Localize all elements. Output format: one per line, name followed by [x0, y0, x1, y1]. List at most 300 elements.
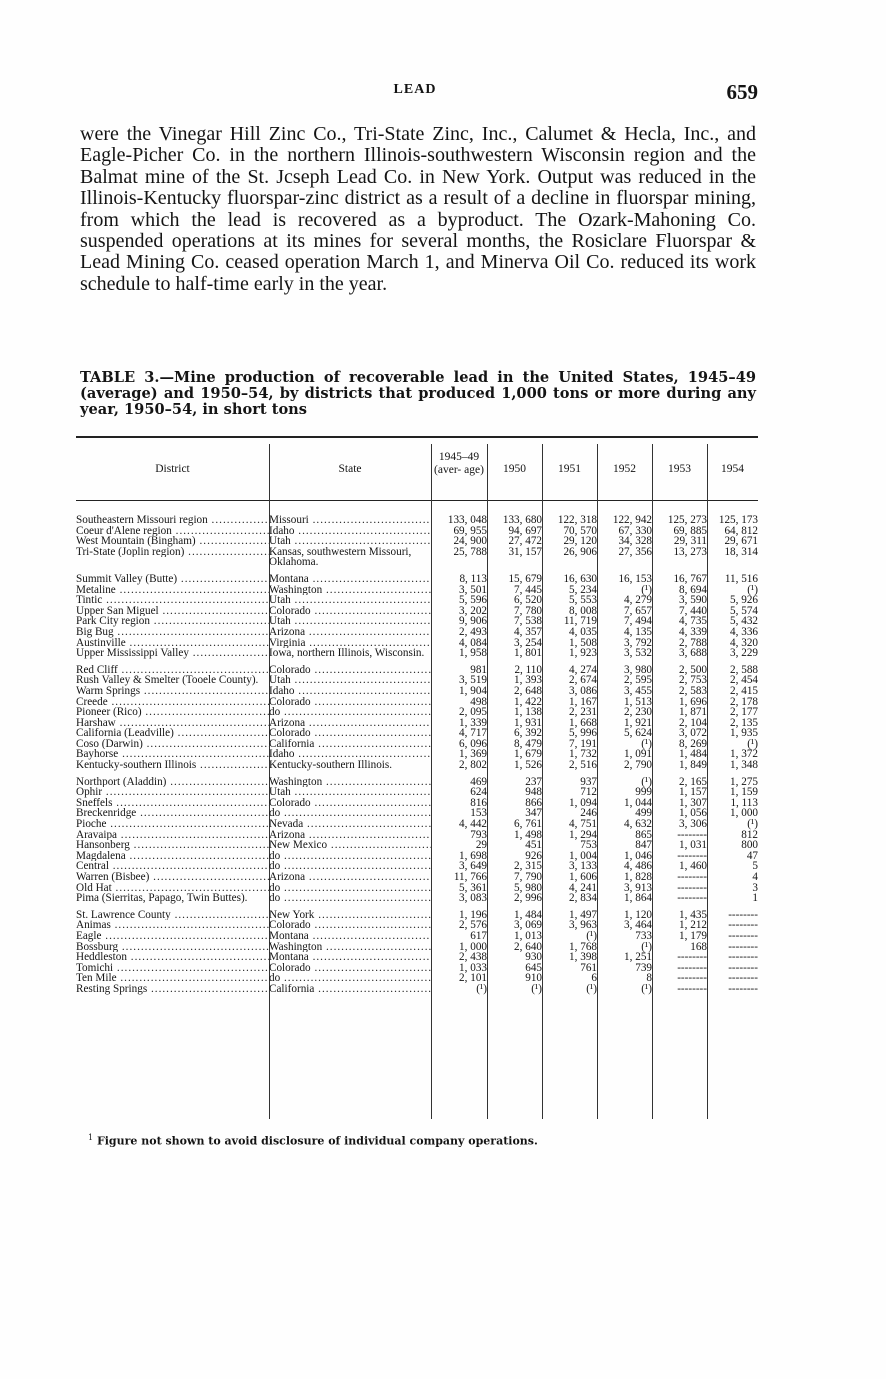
production-value: 2, 674	[569, 674, 597, 687]
production-value: (¹)	[641, 737, 652, 750]
production-value: 2, 104	[679, 716, 707, 729]
district-cell	[76, 515, 269, 526]
state-cell	[269, 659, 431, 676]
production-value: 4, 442	[459, 818, 487, 831]
table-row	[76, 840, 758, 851]
value-cell	[597, 659, 652, 676]
value-cell	[597, 760, 652, 771]
footnote-mark: 1	[88, 1133, 94, 1142]
district-name: West Mountain (Bingham) .....	[76, 536, 269, 547]
production-value: (¹)	[641, 982, 652, 995]
state-cell	[269, 675, 431, 686]
production-value: 11, 766	[453, 871, 487, 883]
value-cell	[597, 984, 652, 995]
value-cell	[431, 568, 487, 585]
production-value: 1, 000	[459, 940, 487, 953]
production-value: 2, 500	[679, 663, 707, 676]
district-cell	[76, 536, 269, 547]
production-value: 11, 719	[563, 615, 597, 628]
production-value: 4, 339	[679, 625, 707, 638]
production-value: 4, 336	[730, 625, 758, 638]
state-name: Utah .....	[269, 787, 431, 798]
production-value: 1, 698	[459, 849, 487, 862]
table-row	[76, 963, 758, 974]
production-value: 5, 596	[459, 594, 487, 607]
production-value: 5, 234	[569, 583, 597, 596]
value-cell	[597, 648, 652, 659]
production-value: --------	[728, 919, 758, 932]
production-value: 70, 570	[563, 524, 597, 537]
production-value: --------	[677, 892, 707, 905]
value-cell	[542, 568, 597, 585]
district-cell	[76, 659, 269, 676]
production-value: 7, 657	[624, 604, 652, 617]
production-value: 25, 788	[453, 545, 487, 558]
state-cell	[269, 984, 431, 995]
state-cell	[269, 707, 431, 718]
district-name: Park City region .....	[76, 616, 269, 627]
production-value: 1, 369	[459, 748, 487, 761]
district-cell	[76, 728, 269, 739]
production-value: 1, 033	[459, 961, 487, 974]
district-name: Magdalena .....	[76, 851, 269, 862]
district-name: Sneffels .....	[76, 798, 269, 809]
production-value: 1, 931	[514, 716, 542, 729]
table-caption: TABLE 3.—Mine production of recoverable lead in the United States, 1945–49 (average) and 1950–54, by districts that produced 1,000 tons or more during any year, 1950–54, in short tons	[80, 369, 756, 418]
table-top-rule	[76, 436, 758, 438]
value-cell	[431, 771, 487, 788]
state-cell	[269, 819, 431, 830]
production-value: 67, 330	[618, 524, 652, 537]
production-value: 69, 955	[453, 524, 487, 537]
state-name: Virginia .....	[269, 638, 431, 649]
table-row	[76, 861, 758, 872]
production-value: 4, 241	[569, 881, 597, 894]
state-name: do .....	[269, 973, 431, 984]
district-cell	[76, 547, 269, 568]
production-value: 1, 196	[459, 908, 487, 921]
production-value: 34, 328	[618, 535, 652, 548]
state-name: do .....	[269, 861, 431, 872]
production-value: 451	[525, 839, 542, 852]
state-cell	[269, 718, 431, 729]
state-cell	[269, 686, 431, 697]
production-value: --------	[677, 828, 707, 841]
production-value: 1, 484	[514, 908, 542, 921]
production-value: 3, 455	[624, 684, 652, 697]
production-value: 816	[470, 796, 487, 809]
production-value: 3, 501	[459, 583, 487, 596]
state-cell	[269, 942, 431, 953]
value-cell	[652, 568, 707, 585]
production-value: 2, 576	[459, 919, 487, 932]
table-row	[76, 595, 758, 606]
production-value: 3, 688	[679, 647, 707, 660]
production-value: 1, 497	[569, 908, 597, 921]
district-cell	[76, 616, 269, 627]
production-value: 1, 849	[679, 759, 707, 772]
table-row	[76, 585, 758, 596]
value-cell	[487, 648, 542, 659]
value-cell	[597, 547, 652, 568]
table-row	[76, 686, 758, 697]
state-cell	[269, 728, 431, 739]
production-value: 2, 231	[569, 706, 597, 719]
state-cell	[269, 606, 431, 617]
production-value: (¹)	[747, 583, 758, 596]
production-value: 3, 980	[624, 663, 652, 676]
production-value: 1, 307	[679, 796, 707, 809]
value-cell	[707, 893, 758, 904]
state-name: Montana .....	[269, 931, 431, 942]
column-header-1952: 1952	[613, 463, 636, 475]
table-row	[76, 739, 758, 750]
production-value: 3, 072	[679, 727, 707, 740]
production-value: 753	[580, 839, 597, 852]
running-title: LEAD	[393, 82, 437, 97]
production-value: 5, 980	[514, 881, 542, 894]
production-value: 3, 229	[730, 647, 758, 660]
district-name: Bossburg .....	[76, 942, 269, 953]
value-cell	[542, 760, 597, 771]
state-cell	[269, 920, 431, 931]
state-cell	[269, 568, 431, 585]
production-value: 2, 110	[514, 663, 542, 676]
production-value: 2, 588	[730, 663, 758, 676]
production-value: 6, 096	[459, 737, 487, 750]
production-value: 1, 138	[514, 706, 542, 719]
district-name: Coso (Darwin) .....	[76, 739, 269, 750]
district-cell	[76, 686, 269, 697]
production-value: 2, 640	[514, 940, 542, 953]
production-value: 1, 120	[624, 908, 652, 921]
district-cell	[76, 808, 269, 819]
district-name: Big Bug .....	[76, 627, 269, 638]
district-cell	[76, 606, 269, 617]
state-cell	[269, 616, 431, 627]
state-name: do .....	[269, 893, 431, 904]
value-cell	[542, 547, 597, 568]
table-row	[76, 771, 758, 788]
production-value: 981	[470, 663, 487, 676]
state-name: Kentucky-southern Illinois.	[269, 759, 393, 772]
production-value: 812	[741, 828, 758, 841]
value-cell	[652, 771, 707, 788]
state-name: Idaho .....	[269, 686, 431, 697]
production-value: 2, 790	[624, 759, 652, 772]
table-row	[76, 973, 758, 984]
table-body	[76, 515, 758, 995]
production-value: 2, 165	[679, 775, 707, 788]
district-cell	[76, 861, 269, 872]
production-value: 1, 460	[679, 860, 707, 873]
district-name: Animas .....	[76, 920, 269, 931]
production-value: 8, 269	[679, 737, 707, 750]
state-name: Utah .....	[269, 675, 431, 686]
production-value: 617	[470, 929, 487, 942]
state-name: Montana .....	[269, 952, 431, 963]
production-value: 27, 356	[618, 545, 652, 558]
production-value: 1, 923	[569, 647, 597, 660]
district-cell	[76, 893, 269, 904]
production-value: 4, 320	[730, 636, 758, 649]
state-name: Washington .....	[269, 777, 431, 788]
district-name: Coeur d'Alene region .....	[76, 526, 269, 537]
district-name: Tri-State (Joplin region) .....	[76, 547, 269, 558]
district-name: Summit Valley (Butte) .....	[76, 574, 269, 585]
state-cell	[269, 973, 431, 984]
state-name: Colorado .....	[269, 920, 431, 931]
production-value: 739	[635, 961, 652, 974]
district-name: Austinville .....	[76, 638, 269, 649]
column-header-1945-49: 1945–49 (aver- age)	[434, 451, 484, 476]
value-cell	[487, 568, 542, 585]
state-cell	[269, 808, 431, 819]
production-value: 1, 113	[730, 796, 758, 809]
production-value: 4, 084	[459, 636, 487, 649]
district-cell	[76, 830, 269, 841]
production-value: 2, 802	[459, 759, 487, 772]
column-header-state: State	[338, 463, 362, 475]
production-value: 1	[752, 892, 758, 905]
table-row	[76, 830, 758, 841]
production-value: 5	[752, 860, 758, 873]
district-name: Metaline .....	[76, 585, 269, 596]
production-value: 733	[635, 929, 652, 942]
value-cell	[542, 904, 597, 921]
production-value: 7, 440	[679, 604, 707, 617]
table-row	[76, 568, 758, 585]
production-value: 2, 516	[569, 759, 597, 772]
table-row	[76, 798, 758, 809]
table-row	[76, 659, 758, 676]
production-value: (¹)	[586, 929, 597, 942]
district-cell	[76, 585, 269, 596]
production-value: 29, 120	[563, 535, 597, 548]
body-paragraph: were the Vinegar Hill Zinc Co., Tri-State Zinc, Inc., Calumet & Hecla, Inc., and Eagle-Picher Co. in the northern Illinois-southwestern Wisconsin region and the Balmat mine of the St. Jcseph Lead Co. in New York. Output was reduced in the Illinois-Kentucky fluorspar-zinc district as a result of a decline in fluorspar mining, from which the lead is recovered as a byproduct. The Ozark-Mahoning Co. suspended operations at its mines for several months, the Rosiclare Fluorspar & Lead Mining Co. ceased operation March 1, and Minerva Oil Co. reduced its work schedule to half-time early in the year.	[80, 123, 756, 295]
table-row	[76, 728, 758, 739]
production-value: 1, 372	[730, 748, 758, 761]
value-cell	[431, 893, 487, 904]
production-value: 11, 516	[724, 572, 758, 585]
district-name: Harshaw .....	[76, 718, 269, 729]
production-value: 3, 133	[569, 860, 597, 873]
production-value: --------	[677, 972, 707, 985]
district-cell	[76, 697, 269, 708]
production-value: 5, 624	[624, 727, 652, 740]
production-value: 5, 553	[569, 594, 597, 607]
state-name: Utah .....	[269, 536, 431, 547]
state-name: Idaho .....	[269, 749, 431, 760]
district-cell	[76, 984, 269, 995]
production-value: 8, 694	[679, 583, 707, 596]
production-value: 3, 519	[459, 674, 487, 687]
state-name: New Mexico .....	[269, 840, 431, 851]
production-value: 1, 668	[569, 716, 597, 729]
production-value: 8, 479	[514, 737, 542, 750]
value-cell	[542, 659, 597, 676]
district-name: Warren (Bisbee) .....	[76, 872, 269, 883]
production-value: 1, 679	[514, 748, 542, 761]
production-value: 3, 083	[459, 892, 487, 905]
value-cell	[431, 547, 487, 568]
production-value: 1, 484	[679, 748, 707, 761]
district-cell	[76, 798, 269, 809]
production-value: 1, 159	[730, 786, 758, 799]
district-cell	[76, 638, 269, 649]
value-cell	[707, 861, 758, 872]
state-cell	[269, 963, 431, 974]
production-value: 1, 013	[514, 929, 542, 942]
state-cell	[269, 526, 431, 537]
production-value: 5, 432	[730, 615, 758, 628]
state-cell	[269, 840, 431, 851]
production-value: 2, 177	[730, 706, 758, 719]
state-name: Washington .....	[269, 942, 431, 953]
production-value: 1, 000	[730, 807, 758, 820]
production-value: 2, 438	[459, 951, 487, 964]
production-value: 4	[752, 871, 758, 883]
district-cell	[76, 942, 269, 953]
production-value: (¹)	[586, 982, 597, 995]
production-value: 29, 671	[724, 535, 758, 548]
production-value: 1, 157	[679, 786, 707, 799]
district-cell	[76, 627, 269, 638]
production-value: 3, 086	[569, 684, 597, 697]
table-row	[76, 851, 758, 862]
state-cell	[269, 798, 431, 809]
production-value: (¹)	[476, 982, 487, 995]
production-value: 865	[635, 828, 652, 841]
production-value: 1, 046	[624, 849, 652, 862]
state-name: California .....	[269, 984, 431, 995]
production-value: (¹)	[641, 940, 652, 953]
production-value: 2, 101	[459, 972, 487, 985]
production-value: 4, 274	[569, 663, 597, 676]
table-row	[76, 808, 758, 819]
production-value: 153	[470, 807, 487, 820]
production-value: 6	[591, 972, 597, 985]
production-value: 1, 513	[624, 695, 652, 708]
table-row	[76, 942, 758, 953]
production-value: 122, 942	[612, 514, 652, 526]
state-cell	[269, 787, 431, 798]
production-value: 930	[525, 951, 542, 964]
production-value: 237	[525, 775, 542, 788]
district-cell	[76, 819, 269, 830]
production-value: 2, 996	[514, 892, 542, 905]
table-row	[76, 787, 758, 798]
production-value: 1, 348	[730, 759, 758, 772]
district-cell	[76, 931, 269, 942]
value-cell	[707, 904, 758, 921]
production-value: 3	[752, 881, 758, 894]
table-row	[76, 606, 758, 617]
table-row	[76, 536, 758, 547]
state-cell	[269, 739, 431, 750]
state-name: Arizona .....	[269, 830, 431, 841]
district-cell	[76, 851, 269, 862]
production-value: 6, 761	[514, 818, 542, 831]
footnote-text: Figure not shown to avoid disclosure of individual company operations.	[96, 1134, 538, 1148]
table-row	[76, 952, 758, 963]
value-cell	[652, 904, 707, 921]
state-name: Utah .....	[269, 616, 431, 627]
district-name: Ophir .....	[76, 787, 269, 798]
table-row	[76, 760, 758, 771]
column-header-district: District	[155, 463, 190, 475]
production-value: (¹)	[531, 982, 542, 995]
state-name: do .....	[269, 808, 431, 819]
table-row	[76, 984, 758, 995]
district-name: Rush Valley & Smelter (Tooele County).	[76, 674, 259, 687]
district-cell	[76, 718, 269, 729]
state-name: Nevada .....	[269, 819, 431, 830]
production-value: 2, 454	[730, 674, 758, 687]
production-value: --------	[677, 849, 707, 862]
column-header-1950: 1950	[503, 463, 526, 475]
production-value: --------	[728, 982, 758, 995]
state-cell	[269, 872, 431, 883]
table-row	[76, 697, 758, 708]
table-row	[76, 904, 758, 921]
production-value: --------	[677, 961, 707, 974]
production-value: 4, 632	[624, 818, 652, 831]
production-value: 31, 157	[508, 545, 542, 558]
table-row	[76, 627, 758, 638]
state-cell	[269, 627, 431, 638]
page-header	[0, 80, 886, 106]
value-cell	[652, 648, 707, 659]
production-value: --------	[728, 951, 758, 964]
district-cell	[76, 739, 269, 750]
district-name: Red Cliff .....	[76, 665, 269, 676]
production-value: 15, 679	[508, 572, 542, 585]
value-cell	[597, 771, 652, 788]
district-name: Central .....	[76, 861, 269, 872]
state-name: Arizona .....	[269, 718, 431, 729]
production-value: 2, 415	[730, 684, 758, 697]
production-value: 1, 094	[569, 796, 597, 809]
value-cell	[707, 760, 758, 771]
district-cell	[76, 771, 269, 788]
state-name: Idaho .....	[269, 526, 431, 537]
production-value: 5, 996	[569, 727, 597, 740]
production-value: 7, 790	[514, 871, 542, 883]
production-value: 1, 768	[569, 940, 597, 953]
district-cell	[76, 904, 269, 921]
table-row	[76, 616, 758, 627]
production-value: 3, 590	[679, 594, 707, 607]
production-value: 133, 048	[447, 514, 487, 526]
production-value: (¹)	[641, 775, 652, 788]
production-value: 1, 526	[514, 759, 542, 772]
state-name: do .....	[269, 883, 431, 894]
state-cell	[269, 931, 431, 942]
production-value: 1, 864	[624, 892, 652, 905]
production-value: 3, 913	[624, 881, 652, 894]
production-value: 94, 697	[508, 524, 542, 537]
value-cell	[652, 893, 707, 904]
state-name: New York .....	[269, 910, 431, 921]
production-value: 645	[525, 961, 542, 974]
state-name: do .....	[269, 707, 431, 718]
production-value: 3, 069	[514, 919, 542, 932]
district-cell	[76, 526, 269, 537]
production-value: 847	[635, 839, 652, 852]
state-cell	[269, 883, 431, 894]
production-value: 3, 254	[514, 636, 542, 649]
